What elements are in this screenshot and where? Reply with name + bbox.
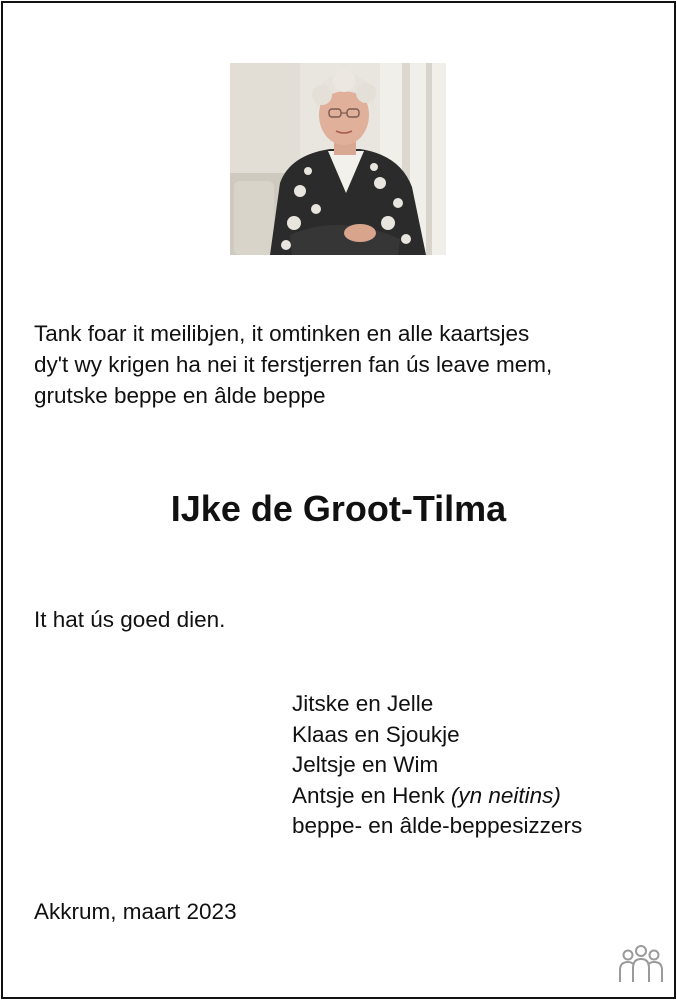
family-row: beppe- en âlde-beppesizzers	[292, 813, 583, 839]
intro-line: grutske beppe en âlde beppe	[34, 383, 326, 408]
intro-line: Tank foar it meilibjen, it omtinken en alle kaartsjes	[34, 321, 530, 346]
motto-text: It hat ús goed dien.	[34, 607, 226, 632]
family-row: Jitske en Jelle	[292, 691, 434, 716]
family-list	[292, 689, 582, 842]
family-names: Antsje en Henk	[292, 782, 445, 808]
in-memoriam-note: (yn neitins)	[450, 782, 561, 808]
deceased-name: IJke de Groot-Tilma	[170, 488, 507, 529]
thank-you-text	[34, 318, 644, 411]
family-row: Klaas en Sjoukje	[292, 721, 460, 747]
family-row	[292, 781, 582, 812]
place-date: Akkrum, maart 2023	[34, 899, 237, 924]
people-group-icon	[616, 944, 666, 984]
family-row: Jeltsje en Wim	[292, 752, 439, 778]
intro-line: dy't wy krigen ha nei it ferstjerren fan ús leave mem,	[34, 352, 553, 377]
portrait-photo	[230, 63, 446, 255]
